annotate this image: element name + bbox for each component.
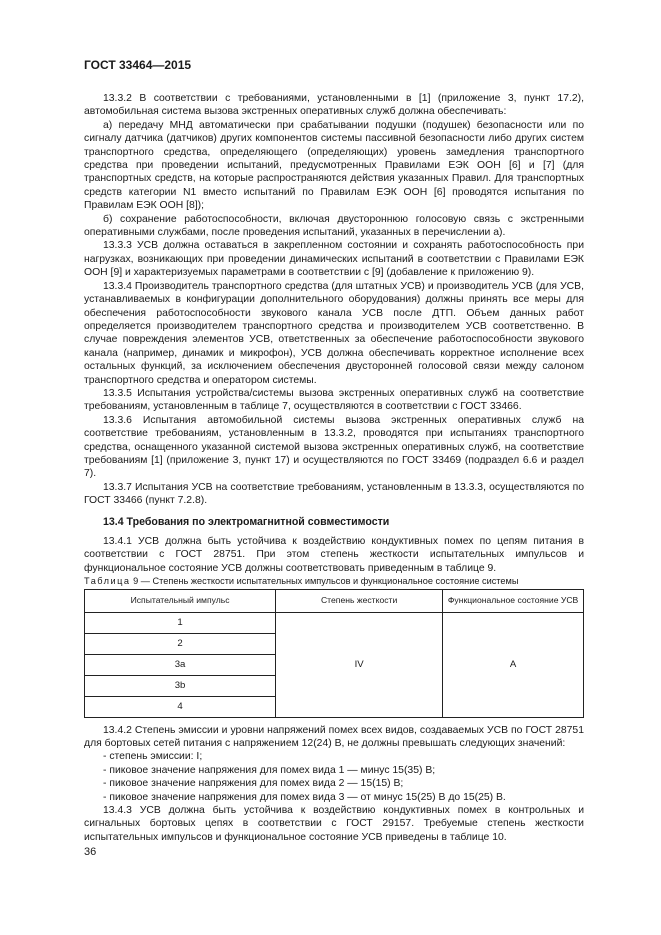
severity-table [84,589,584,718]
page-number: 36 [84,846,97,858]
paragraph-13-3-7: 13.3.7 Испытания УСВ на соответствие требованиям, установленным в 13.3.3, осуществляются по ГОСТ 33466 (пункт 7.2.8). [84,481,584,507]
paragraph-13-4-1: 13.4.1 УСВ должна быть устойчива к воздействию кондуктивных помех по цепям питания в соответствии с ГОСТ 28751. При этом степень жесткости испытательных импульсов и функциональное состояние УСВ должны соответствовать приведенным в таблице 9. [84,536,584,574]
state-cell: A [443,612,584,717]
paragraph-13-3-5: 13.3.5 Испытания устройства/системы вызова экстренных оперативных служб на соответствие требованиям, установленным в таблице 7, осуществляются в соответствии с ГОСТ 33466. [84,387,584,413]
document-body [84,92,584,844]
table-caption-label: Таблица [84,576,131,587]
paragraph-13-3-6: 13.3.6 Испытания автомобильной системы вызова экстренных оперативных служб на соответствие требованиям, установленным в 13.3.2, проводятся при испытаниях транспортного средства, оснащенного указанной системой вызова экстренных оперативных служб, на соответствие требованиям [1] (приложение 3, пункт 17) и осуществляются по ГОСТ 33469 (подраздел 6.6 и раздел 7). [84,414,584,480]
pulse-cell: 1 [85,612,276,633]
table-caption [84,575,584,588]
table-header-row [85,589,584,612]
list-item-emission: - степень эмиссии: I; [103,751,203,763]
paragraph-13-3-4: 13.3.4 Производитель транспортного средства (для штатных УСВ) и производитель УСВ (для УСВ, устанавливаемых в конфигурации дополнительного оборудования) должны принять все меры для обеспечения работоспособности звукового канала УСВ после ДТП. Объем данных работ определяется производителем транспортного средства и производителем УСВ соответственно. В случае повреждения элементов УСВ, ответственных за обеспечение работоспособности звукового канала (например, динамик и микрофон), УСВ должна обеспечивать корректное исполнение всех остальных функций, за исключением обеспечения двусторонней голосовой связи между салоном транспортного средства и оператором системы. [84,280,584,386]
table-row [85,612,584,633]
pulse-cell: 2 [85,633,276,654]
paragraph-13-4-2: 13.4.2 Степень эмиссии и уровни напряжений помех всех видов, создаваемых УСВ по ГОСТ 28751 для бортовых сетей питания с напряжением 12(24) В, не должны превышать следующих значений: [84,724,584,750]
col-header-pulse: Испытательный импульс [85,589,276,612]
paragraph-13-4-3: 13.4.3 УСВ должна быть устойчива к воздействию кондуктивных помех в контрольных и сигнальных бортовых цепях в соответствии с ГОСТ 29157. Требуемые степень жесткости испытательных импульсов и функциональное состояние УСВ приведены в таблице 10. [84,805,584,843]
severity-cell: IV [276,612,443,717]
pulse-cell: 3a [85,654,276,675]
col-header-state: Функциональное состояние УСВ [443,589,584,612]
list-item-pulse-3: - пиковое значение напряжения для помех вида 3 — от минус 15(25) В до 15(25) В. [103,791,506,803]
paragraph-13-3-2: 13.3.2 В соответствии с требованиями, установленными в [1] (приложение 3, пункт 17.2), автомобильная система вызова экстренных оперативных служб должна обеспечивать: [84,93,584,118]
list-item-a: а) передачу МНД автоматически при срабатывании подушки (подушек) безопасности или по сигналу датчика (датчиков) других компонентов системы пассивной безопасности либо других систем транспортного средства, определяющего (определяющих) уровень замедления транспортного средства при проведении испытаний, предусмотренных Правилами ЕЭК ООН [6] и [7] (для транспортных средств, на которые распространяются действия указанных Правил. Для транспортных средств категории N1 вместо испытаний по Правилам ЕЭК ООН [6] проводятся испытания по Правилам ЕЭК ООН [8]); [84,119,584,212]
col-header-severity: Степень жесткости [276,589,443,612]
list-item-pulse-2: - пиковое значение напряжения для помех вида 2 — 15(15) В; [103,778,404,790]
table-caption-text: 9 — Степень жесткости испытательных импульсов и функциональное состояние системы [133,576,519,587]
pulse-cell: 3b [85,675,276,696]
list-item-pulse-1: - пиковое значение напряжения для помех вида 1 — минус 15(35) В; [103,764,436,776]
paragraph-13-3-3: 13.3.3 УСВ должна оставаться в закрепленном состоянии и сохранять работоспособность при нагрузках, возникающих при проведении динамических испытаний в соответствии с Правилами ЕЭК ООН [9] и характеризуемых параметрами в соответствии с [9] (добавление к приложению 9). [84,240,584,279]
list-item-b: б) сохранение работоспособности, включая двустороннюю голосовую связь с экстренными оперативными службами, после проведения испытаний, указанных в перечислении а). [84,213,584,239]
doc-header: ГОСТ 33464—2015 [84,58,192,72]
section-heading-13-4: 13.4 Требования по электромагнитной совместимости [103,515,390,528]
pulse-cell: 4 [85,696,276,717]
